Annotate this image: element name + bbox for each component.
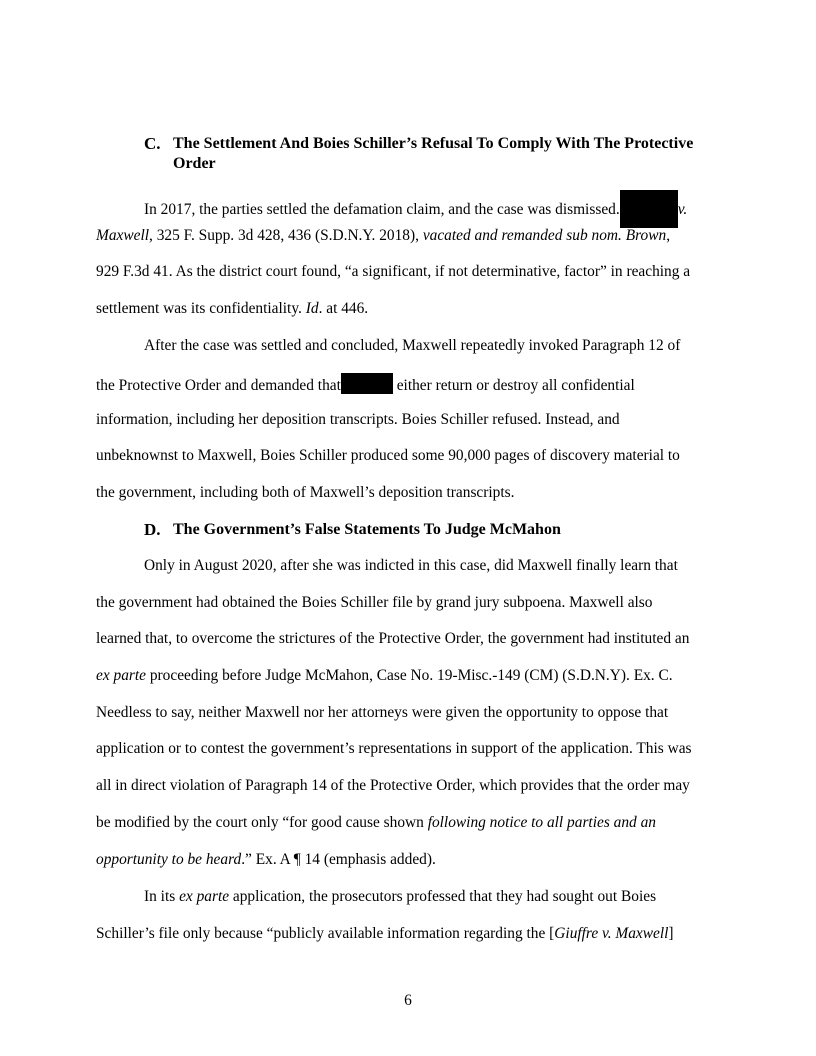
text-run: Only in August 2020, after she was indicted in this case, did Maxwell finally learn that	[144, 557, 678, 574]
text-run: proceeding before Judge McMahon, Case No. 19-Misc.-149 (CM) (S.D.N.Y). Ex. C.	[146, 667, 673, 684]
text-run: application, the prosecutors professed that they had sought out Boies	[229, 888, 657, 905]
section-title: The Settlement And Boies Schiller’s Refusal To Comply With The Protective Order	[173, 135, 694, 172]
text-run: opportunity to be heard	[96, 851, 242, 868]
text-run: ,	[666, 227, 671, 244]
paragraph-line	[96, 593, 653, 613]
section-letter: C.	[144, 134, 161, 153]
paragraph-line	[96, 924, 674, 944]
paragraph-line	[96, 262, 690, 282]
paragraph-line	[96, 299, 368, 319]
text-run: .” Ex. A ¶ 14 (emphasis added).	[241, 851, 436, 868]
text-run: be modified by the court only “for good cause shown	[96, 814, 428, 831]
text-run: ]	[668, 925, 674, 942]
text-run: learned that, to overcome the strictures of the Protective Order, the government had instituted an	[96, 630, 690, 647]
paragraph-line	[96, 666, 673, 686]
text-run: application or to contest the government’s representations in support of the application. This was	[96, 740, 692, 757]
section-c-heading	[144, 134, 704, 174]
paragraph-line	[96, 850, 436, 870]
paragraph-line	[96, 226, 670, 246]
text-run: Id	[305, 300, 319, 317]
text-run: . at 446.	[318, 300, 369, 317]
text-run: , 325 F. Supp. 3d 428, 436 (S.D.N.Y. 2018),	[149, 227, 423, 244]
text-run: vacated and remanded sub nom. Brown	[422, 227, 667, 244]
text-run: following notice to all parties and an	[427, 814, 656, 831]
text-run: the Protective Order and demanded that	[96, 377, 341, 394]
text-run: Needless to say, neither Maxwell nor her attorneys were given the opportunity to oppose that	[96, 704, 669, 721]
text-run: Maxwell	[96, 227, 149, 244]
paragraph-line	[96, 483, 514, 503]
section-letter: D.	[144, 520, 161, 539]
redaction-box	[620, 190, 678, 228]
text-run: In 2017, the parties settled the defamation claim, and the case was dismissed.	[144, 201, 620, 218]
paragraph-line	[96, 739, 692, 759]
paragraph-line	[96, 373, 635, 396]
text-run: In its	[144, 888, 180, 905]
text-run: settlement was its confidentiality.	[96, 300, 306, 317]
text-run: information, including her deposition transcripts. Boies Schiller refused. Instead, and	[96, 411, 620, 428]
paragraph-line	[144, 190, 687, 228]
paragraph-line	[96, 703, 668, 723]
text-run: After the case was settled and concluded, Maxwell repeatedly invoked Paragraph 12 of	[144, 337, 681, 354]
paragraph-line	[96, 446, 680, 466]
paragraph-line	[96, 410, 620, 430]
text-run: 929 F.3d 41. As the district court found, “a significant, if not determinative, factor” in reaching a	[96, 263, 691, 280]
text-run: Giuffre v. Maxwell	[554, 925, 669, 942]
paragraph-line	[96, 776, 690, 796]
text-run: unbeknownst to Maxwell, Boies Schiller produced some 90,000 pages of discovery material to	[96, 447, 680, 464]
redaction-box	[341, 373, 393, 394]
paragraph-line	[144, 556, 678, 576]
paragraph-line	[96, 629, 689, 649]
paragraph-line	[144, 887, 656, 907]
text-run: Schiller’s file only because “publicly available information regarding the [	[96, 925, 555, 942]
text-run: either return or destroy all confidential	[392, 377, 635, 394]
text-run: v.	[677, 201, 688, 218]
paragraph-line	[96, 813, 656, 833]
text-run: all in direct violation of Paragraph 14 of the Protective Order, which provides that the order may	[96, 777, 690, 794]
section-title: The Government’s False Statements To Judge McMahon	[173, 521, 561, 538]
paragraph-line	[144, 336, 680, 356]
text-run: the government, including both of Maxwell’s deposition transcripts.	[96, 484, 515, 501]
text-run: ex parte	[179, 888, 230, 905]
section-d-heading	[144, 520, 704, 540]
page-number: 6	[404, 992, 412, 1009]
text-run: the government had obtained the Boies Schiller file by grand jury subpoena. Maxwell also	[96, 594, 653, 611]
text-run: ex parte	[96, 667, 146, 684]
